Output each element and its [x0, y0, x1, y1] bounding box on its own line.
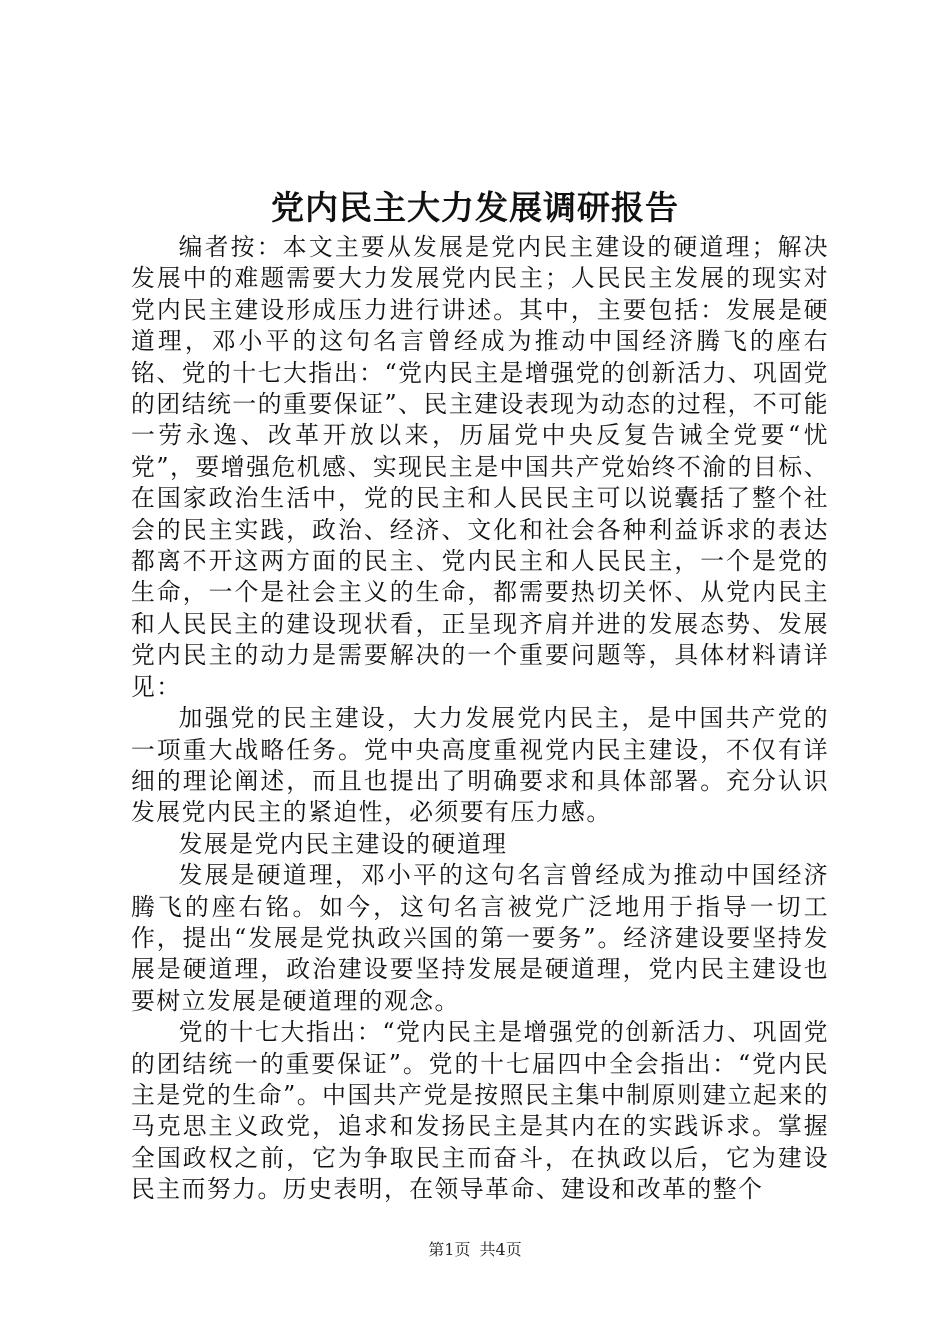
page-number: 第1页 — [428, 1240, 471, 1259]
paragraph-development: 发展是硬道理，邓小平的这句名言曾经成为推动中国经济腾飞的座右铭。如今，这句名言被党广泛地用于指导一切工作，提出“发展是党执政兴国的第一要务”。经济建设要坚持发展是硬道理，政治建设要坚持发展是硬道理，党内民主建设也要树立发展是硬道理的观念。 — [131, 861, 829, 1015]
document-title: 党内民主大力发展调研报告 — [271, 188, 679, 227]
page-footer — [0, 1238, 950, 1262]
paragraph-editor-note: 编者按：本文主要从发展是党内民主建设的硬道理；解决发展中的难题需要大力发展党内民主；人民民主发展的现实对党内民主建设形成压力进行讲述。其中，主要包括：发展是硬道理，邓小平的这句名言曾经成为推动中国经济腾飞的座右铭、党的十七大指出：“党内民主是增强党的创新活力、巩固党的团结统一的重要保证”、民主建设表现为动态的过程，不可能一劳永逸、改革开放以来，历届党中央反复告诫全党要“忧党”，要增强危机感、实现民主是中国共产党始终不渝的目标、在国家政治生活中，党的民主和人民民主可以说囊括了整个社会的民主实践，政治、经济、文化和社会各种利益诉求的表达都离不开这两方面的民主、党内民主和人民民主，一个是党的生命，一个是社会主义的生命，都需要热切关怀、从党内民主和人民民主的建设现状看，正呈现齐肩并进的发展态势、发展党内民主的动力是需要解决的一个重要问题等，具体材料请详见： — [131, 233, 829, 701]
page-total: 共4页 — [479, 1240, 522, 1259]
document-body — [131, 232, 829, 1206]
section-heading: 发展是党内民主建设的硬道理 — [178, 829, 508, 858]
paragraph-seventeenth-congress: 党的十七大指出：“党内民主是增强党的创新活力、巩固党的团结统一的重要保证”。党的十七届四中全会指出：“党内民主是党的生命”。中国共产党是按照民主集中制原则建立起来的马克思主义政党，追求和发扬民主是其内在的实践诉求。掌握全国政权之前，它为争取民主而奋斗，在执政以后，它为建设民主而努力。历史表明，在领导革命、建设和改革的整个 — [131, 1018, 829, 1204]
paragraph-intro: 加强党的民主建设，大力发展党内民主，是中国共产党的一项重大战略任务。党中央高度重视党内民主建设，不仅有详细的理论阐述，而且也提出了明确要求和具体部署。充分认识发展党内民主的紧迫性，必须要有压力感。 — [131, 704, 829, 827]
